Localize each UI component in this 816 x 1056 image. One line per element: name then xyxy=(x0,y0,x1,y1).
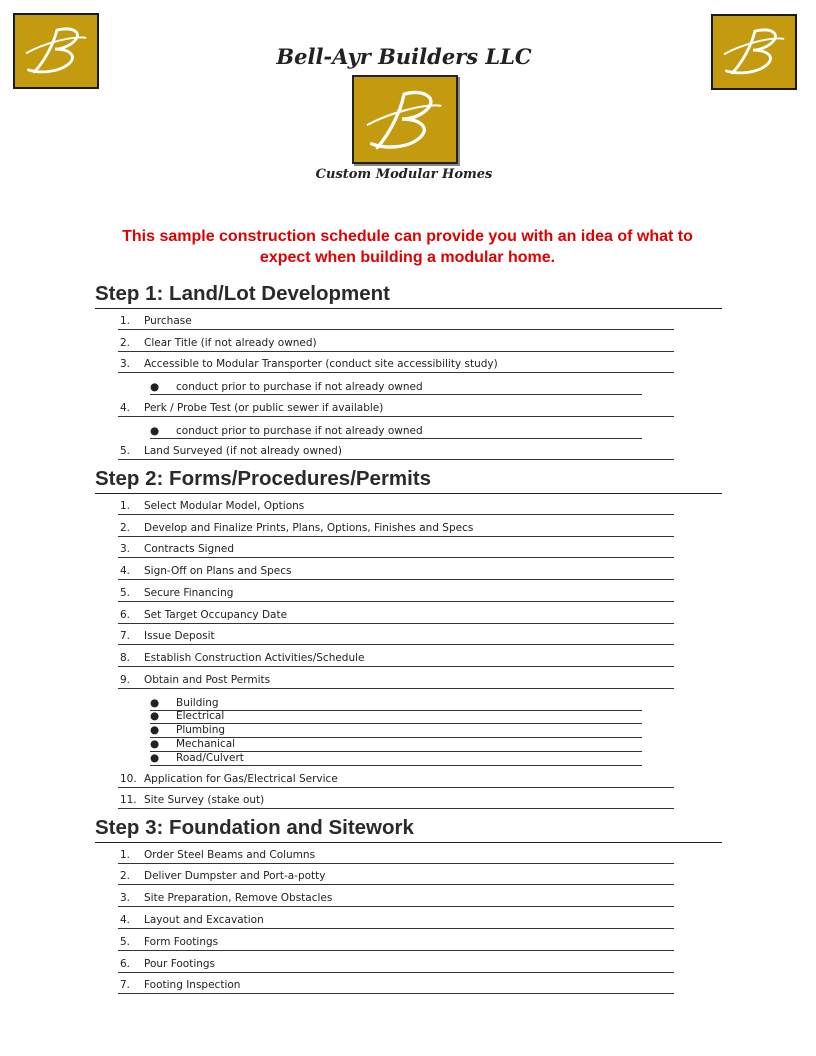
sub-list-item xyxy=(150,381,642,395)
item-number: 1. xyxy=(120,849,131,861)
item-number: 4. xyxy=(120,565,131,577)
sub-list-item xyxy=(150,710,642,724)
item-text: Obtain and Post Permits xyxy=(144,674,271,686)
item-number: 1. xyxy=(120,315,131,327)
item-text: Issue Deposit xyxy=(144,630,215,642)
item-text: Deliver Dumpster and Port-a-potty xyxy=(144,870,326,882)
item-text: Set Target Occupancy Date xyxy=(144,609,288,621)
list-item xyxy=(118,586,674,602)
list-item xyxy=(118,444,674,460)
list-item xyxy=(118,772,674,788)
list-item xyxy=(118,978,674,994)
item-number: 2. xyxy=(120,522,131,534)
sub-list-item xyxy=(150,752,642,766)
item-number: 4. xyxy=(120,402,131,414)
list-item xyxy=(118,608,674,624)
item-text: Pour Footings xyxy=(144,958,216,970)
list-item xyxy=(118,629,674,645)
item-text: Secure Financing xyxy=(144,587,234,599)
item-number: 2. xyxy=(120,337,131,349)
list-item xyxy=(118,935,674,951)
bullet-icon: ● xyxy=(150,381,160,393)
bullet-icon: ● xyxy=(150,710,160,722)
sub-list-item xyxy=(150,724,642,738)
item-text: Electrical xyxy=(176,710,225,722)
sub-list-item xyxy=(150,425,642,439)
item-text: Perk / Probe Test (or public sewer if available) xyxy=(144,402,384,414)
bullet-icon: ● xyxy=(150,724,160,736)
list-item xyxy=(118,521,674,537)
item-text: Select Modular Model, Options xyxy=(144,500,305,512)
item-text: Footing Inspection xyxy=(144,979,241,991)
item-text: Purchase xyxy=(144,315,192,327)
item-text: Contracts Signed xyxy=(144,543,235,555)
list-item xyxy=(118,891,674,907)
item-text: Site Survey (stake out) xyxy=(144,794,265,806)
list-item xyxy=(118,542,674,558)
item-number: 3. xyxy=(120,543,131,555)
list-item xyxy=(118,401,674,417)
item-text: Mechanical xyxy=(176,738,236,750)
item-text: Layout and Excavation xyxy=(144,914,264,926)
item-text: conduct prior to purchase if not already owned xyxy=(176,381,423,393)
list-item xyxy=(118,793,674,809)
item-text: Accessible to Modular Transporter (conduct site accessibility study) xyxy=(144,358,498,370)
item-number: 6. xyxy=(120,958,131,970)
intro-line-2: expect when building a modular home. xyxy=(259,249,556,266)
item-text: Plumbing xyxy=(176,724,226,736)
list-item xyxy=(118,499,674,515)
bullet-icon: ● xyxy=(150,738,160,750)
intro-line-1: This sample construction schedule can provide you with an idea of what to xyxy=(122,228,693,245)
item-text: Clear Title (if not already owned) xyxy=(144,337,317,349)
item-number: 11. xyxy=(120,794,137,806)
item-text: Application for Gas/Electrical Service xyxy=(144,773,338,785)
sub-list-item xyxy=(150,697,642,711)
item-text: Sign-Off on Plans and Specs xyxy=(144,565,292,577)
list-item xyxy=(118,913,674,929)
item-text: Building xyxy=(176,697,219,709)
item-text: Order Steel Beams and Columns xyxy=(144,849,316,861)
list-item xyxy=(118,336,674,352)
company-name: Bell-Ayr Builders LLC xyxy=(276,44,532,69)
item-text: Develop and Finalize Prints, Plans, Options, Finishes and Specs xyxy=(144,522,474,534)
item-number: 1. xyxy=(120,500,131,512)
sub-list-item xyxy=(150,738,642,752)
list-item xyxy=(118,673,674,689)
intro-text xyxy=(100,226,715,268)
item-text: Site Preparation, Remove Obstacles xyxy=(144,892,333,904)
bullet-icon: ● xyxy=(150,425,160,437)
item-text: conduct prior to purchase if not already owned xyxy=(176,425,423,437)
item-number: 10. xyxy=(120,773,137,785)
item-number: 2. xyxy=(120,870,131,882)
list-item xyxy=(118,651,674,667)
item-text: Land Surveyed (if not already owned) xyxy=(144,445,342,457)
tagline: Custom Modular Homes xyxy=(315,167,493,182)
item-text: Establish Construction Activities/Schedule xyxy=(144,652,365,664)
list-item xyxy=(118,848,674,864)
item-text: Form Footings xyxy=(144,936,219,948)
item-number: 5. xyxy=(120,445,131,457)
list-item xyxy=(118,869,674,885)
item-number: 8. xyxy=(120,652,131,664)
list-item xyxy=(118,314,674,330)
list-item xyxy=(118,357,674,373)
b-monogram-icon xyxy=(354,77,456,162)
step-2-heading: Step 2: Forms/Procedures/Permits xyxy=(95,466,722,494)
item-number: 9. xyxy=(120,674,131,686)
list-item xyxy=(118,564,674,580)
item-number: 3. xyxy=(120,358,131,370)
bullet-icon: ● xyxy=(150,752,160,764)
step-3-heading: Step 3: Foundation and Sitework xyxy=(95,815,722,843)
item-number: 6. xyxy=(120,609,131,621)
list-item xyxy=(118,957,674,973)
item-number: 7. xyxy=(120,979,131,991)
logo-center xyxy=(352,75,458,164)
bullet-icon: ● xyxy=(150,697,160,709)
item-number: 5. xyxy=(120,587,131,599)
step-1-heading: Step 1: Land/Lot Development xyxy=(95,281,722,309)
item-number: 7. xyxy=(120,630,131,642)
item-number: 4. xyxy=(120,914,131,926)
item-number: 3. xyxy=(120,892,131,904)
item-number: 5. xyxy=(120,936,131,948)
item-text: Road/Culvert xyxy=(176,752,244,764)
